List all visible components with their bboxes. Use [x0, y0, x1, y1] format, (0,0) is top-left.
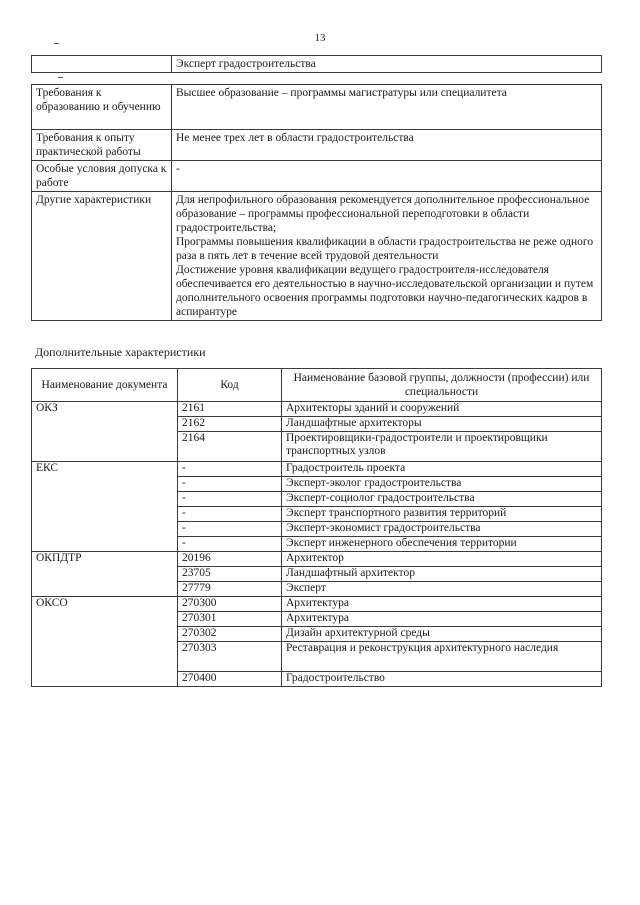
- name-cell: Дизайн архитектурной среды: [282, 627, 602, 642]
- name-cell: Эксперт инженерного обеспечения территории: [282, 537, 602, 552]
- code-cell: -: [178, 477, 282, 492]
- name-cell: Архитектор: [282, 552, 602, 567]
- section-heading: Дополнительные характеристики: [35, 345, 206, 359]
- code-cell: 23705: [178, 567, 282, 582]
- code-cell: 270300: [178, 597, 282, 612]
- table-row: [32, 402, 602, 417]
- code-cell: 2164: [178, 432, 282, 462]
- column-header-code: Код: [178, 369, 282, 402]
- column-header-document: Наименование документа: [32, 369, 178, 402]
- code-cell: 270302: [178, 627, 282, 642]
- code-cell: 270301: [178, 612, 282, 627]
- name-cell: Реставрация и реконструкция архитектурного наследия: [282, 642, 602, 672]
- name-cell: Эксперт: [282, 582, 602, 597]
- table-row: [32, 130, 602, 161]
- table-row: [32, 85, 602, 130]
- requirements-table: [31, 84, 602, 321]
- code-cell: -: [178, 462, 282, 477]
- name-cell: Архитектура: [282, 597, 602, 612]
- code-cell: 27779: [178, 582, 282, 597]
- name-cell: Ландшафтные архитекторы: [282, 417, 602, 432]
- table-row: [32, 161, 602, 192]
- document-name: ОКЗ: [32, 402, 178, 462]
- requirement-value: Для непрофильного образования рекомендуется дополнительное профессиональное образование – программы профессиональной переподготовки в области градостроительства; Программы повышения квалификации в области градостроительства не реже одного раза в пять лет в течение всей трудовой деятельности Достижение уровня квалификации ведущего градостроителя-исследователя обеспечивается его деятельностью в научно-исследовательской организации и путем дополнительного освоения программы подготовки научно-педагогических кадров в аспирантуре: [172, 192, 602, 321]
- requirement-label: Другие характеристики: [32, 192, 172, 321]
- code-cell: -: [178, 522, 282, 537]
- name-cell: Эксперт-эколог градостроительства: [282, 477, 602, 492]
- name-cell: Эксперт транспортного развития территорий: [282, 507, 602, 522]
- code-cell: -: [178, 537, 282, 552]
- requirement-label: Особые условия допуска к работе: [32, 161, 172, 192]
- column-header-name: Наименование базовой группы, должности (профессии) или специальности: [282, 369, 602, 402]
- table-row: [32, 597, 602, 612]
- name-cell: Градостроитель проекта: [282, 462, 602, 477]
- scan-mark: [58, 77, 63, 78]
- code-cell: 2161: [178, 402, 282, 417]
- table-row: [32, 552, 602, 567]
- table-header-row: [32, 369, 602, 402]
- requirement-value: Не менее трех лет в области градостроительства: [172, 130, 602, 161]
- code-cell: 20196: [178, 552, 282, 567]
- code-cell: -: [178, 492, 282, 507]
- code-cell: 2162: [178, 417, 282, 432]
- title-table: [31, 55, 602, 73]
- name-cell: Градостроительство: [282, 672, 602, 687]
- name-cell: Архитекторы зданий и сооружений: [282, 402, 602, 417]
- name-cell: Архитектура: [282, 612, 602, 627]
- code-cell: -: [178, 507, 282, 522]
- requirement-label: Требования к образованию и обучению: [32, 85, 172, 130]
- code-cell: 270303: [178, 642, 282, 672]
- name-cell: Эксперт-социолог градостроительства: [282, 492, 602, 507]
- requirement-value: -: [172, 161, 602, 192]
- document-name: ЕКС: [32, 462, 178, 552]
- table-row: [32, 192, 602, 321]
- title-table-empty-cell: [32, 56, 172, 73]
- name-cell: Проектировщики-градостроители и проектировщики транспортных узлов: [282, 432, 602, 462]
- document-name: ОКПДТР: [32, 552, 178, 597]
- name-cell: Эксперт-экономист градостроительства: [282, 522, 602, 537]
- code-cell: 270400: [178, 672, 282, 687]
- additional-characteristics-table: [31, 368, 602, 687]
- scan-mark: [54, 43, 59, 44]
- requirement-label: Требования к опыту практической работы: [32, 130, 172, 161]
- requirement-value: Высшее образование – программы магистратуры или специалитета: [172, 85, 602, 130]
- page-number: 13: [314, 32, 326, 44]
- document-name: ОКСО: [32, 597, 178, 687]
- position-title: Эксперт градостроительства: [172, 56, 602, 73]
- table-row: [32, 462, 602, 477]
- name-cell: Ландшафтный архитектор: [282, 567, 602, 582]
